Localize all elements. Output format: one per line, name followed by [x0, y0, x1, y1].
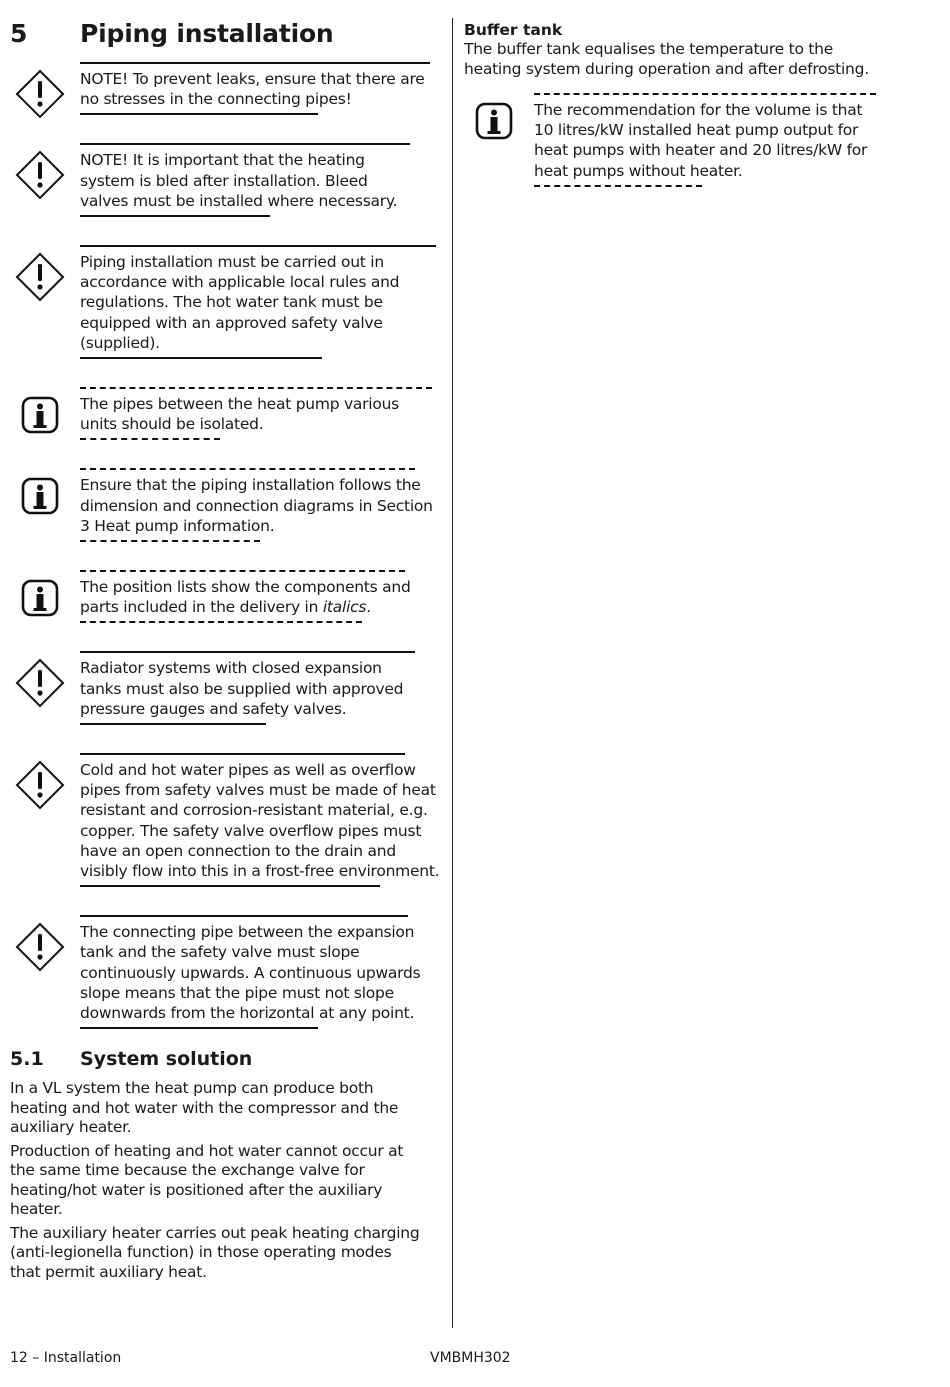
info-icon — [464, 91, 524, 151]
info-icon — [10, 568, 70, 628]
note-top-rule — [80, 62, 430, 64]
note-bottom-rule — [80, 113, 318, 115]
note-top-rule — [80, 651, 415, 653]
note-text: The connecting pipe between the expansion tank and the safety valve must slope continuously upwards. A continuous upwards slope means that the pipe must not slope downwards from the horizontal at any point. — [80, 923, 421, 1023]
note-text: The recommendation for the volume is that 10 litres/kW installed heat pump output for heat pumps with heater and 20 litres/kW for heat pumps without heater. — [534, 101, 868, 180]
info-icon — [10, 466, 70, 526]
subsection-number: 5.1 — [10, 1048, 44, 1071]
note-top-rule — [80, 387, 432, 389]
note-top-rule — [80, 245, 436, 247]
warning-note — [10, 915, 442, 1029]
note-bottom-rule — [80, 723, 266, 725]
note-text: NOTE! It is important that the heating system is bled after installation. Bleed valves must be installed where necessary. — [80, 151, 398, 210]
warning-note — [10, 143, 430, 217]
note-top-rule — [80, 753, 405, 755]
note-text: NOTE! To prevent leaks, ensure that there are no stresses in the connecting pipes! — [80, 70, 425, 109]
warning-icon — [10, 755, 70, 815]
note-top-rule — [534, 93, 876, 95]
note-text — [80, 577, 420, 617]
warning-icon — [10, 247, 70, 307]
note-text: Piping installation must be carried out in accordance with applicable local rules and regulations. The hot water tank must be equipped with an approved safety valve (supplied). — [80, 253, 400, 352]
note-top-rule — [80, 468, 415, 470]
buffer-tank-heading: Buffer tank — [464, 21, 563, 39]
note-bottom-rule — [80, 438, 220, 440]
note-top-rule — [80, 915, 408, 917]
note-bottom-rule — [80, 215, 270, 217]
column-divider — [452, 18, 453, 1328]
note-top-rule — [80, 143, 410, 145]
info-note — [10, 387, 442, 440]
info-icon — [10, 385, 70, 445]
note-text: Radiator systems with closed expansion tanks must also be supplied with approved pressure gauges and safety valves. — [80, 659, 404, 718]
warning-icon — [10, 653, 70, 713]
note-text-italic: italics — [322, 598, 367, 617]
warning-note — [10, 651, 442, 725]
warning-note — [10, 62, 430, 115]
note-bottom-rule — [80, 1027, 318, 1029]
body-paragraph: In a VL system the heat pump can produce both heating and hot water with the compressor and the auxiliary heater. — [10, 1079, 399, 1137]
right-column — [464, 20, 884, 215]
warning-icon — [10, 64, 70, 124]
buffer-tank-paragraph: The buffer tank equalises the temperature to the heating system during operation and after defrosting. — [464, 40, 869, 78]
warning-icon — [10, 145, 70, 205]
note-text: Ensure that the piping installation follows the dimension and connection diagrams in Section 3 Heat pump information. — [80, 476, 433, 535]
note-bottom-rule — [80, 540, 260, 542]
section-number: 5 — [10, 19, 28, 48]
body-paragraph: The auxiliary heater carries out peak heating charging (anti-legionella function) in those operating modes that permit auxiliary heat. — [10, 1223, 420, 1281]
warning-note — [10, 245, 442, 359]
footer-page-label: 12 – Installation — [10, 1350, 122, 1366]
note-bottom-rule — [534, 185, 702, 187]
section-title: Piping installation — [80, 19, 334, 48]
body-paragraph: Production of heating and hot water cannot occur at the same time because the exchange valve for heating/hot water is positioned after the auxiliary heater. — [10, 1141, 404, 1219]
note-top-rule — [80, 570, 405, 572]
footer-doc-code: VMBMH302 — [430, 1350, 511, 1366]
left-column — [10, 18, 442, 1286]
warning-icon — [10, 917, 70, 977]
warning-note — [10, 753, 442, 887]
note-text-part: . — [366, 598, 371, 617]
note-bottom-rule — [80, 621, 362, 623]
section-heading — [10, 18, 442, 50]
note-bottom-rule — [80, 357, 322, 359]
info-note — [10, 570, 442, 623]
subsection-heading — [10, 1047, 442, 1071]
note-text: Cold and hot water pipes as well as overflow pipes from safety valves must be made of heat resistant and corrosion-resistant material, e.g. copper. The safety valve overflow pipes must have an open connection to the drain and visibly flow into this in a frost-free environment. — [80, 761, 440, 881]
subsection-title: System solution — [80, 1048, 253, 1071]
info-note — [10, 468, 442, 542]
note-text-part: The position lists show the components and parts included in the delivery in — [80, 578, 411, 617]
note-text: The pipes between the heat pump various units should be isolated. — [80, 395, 399, 434]
note-bottom-rule — [80, 885, 380, 887]
info-note — [464, 93, 876, 187]
